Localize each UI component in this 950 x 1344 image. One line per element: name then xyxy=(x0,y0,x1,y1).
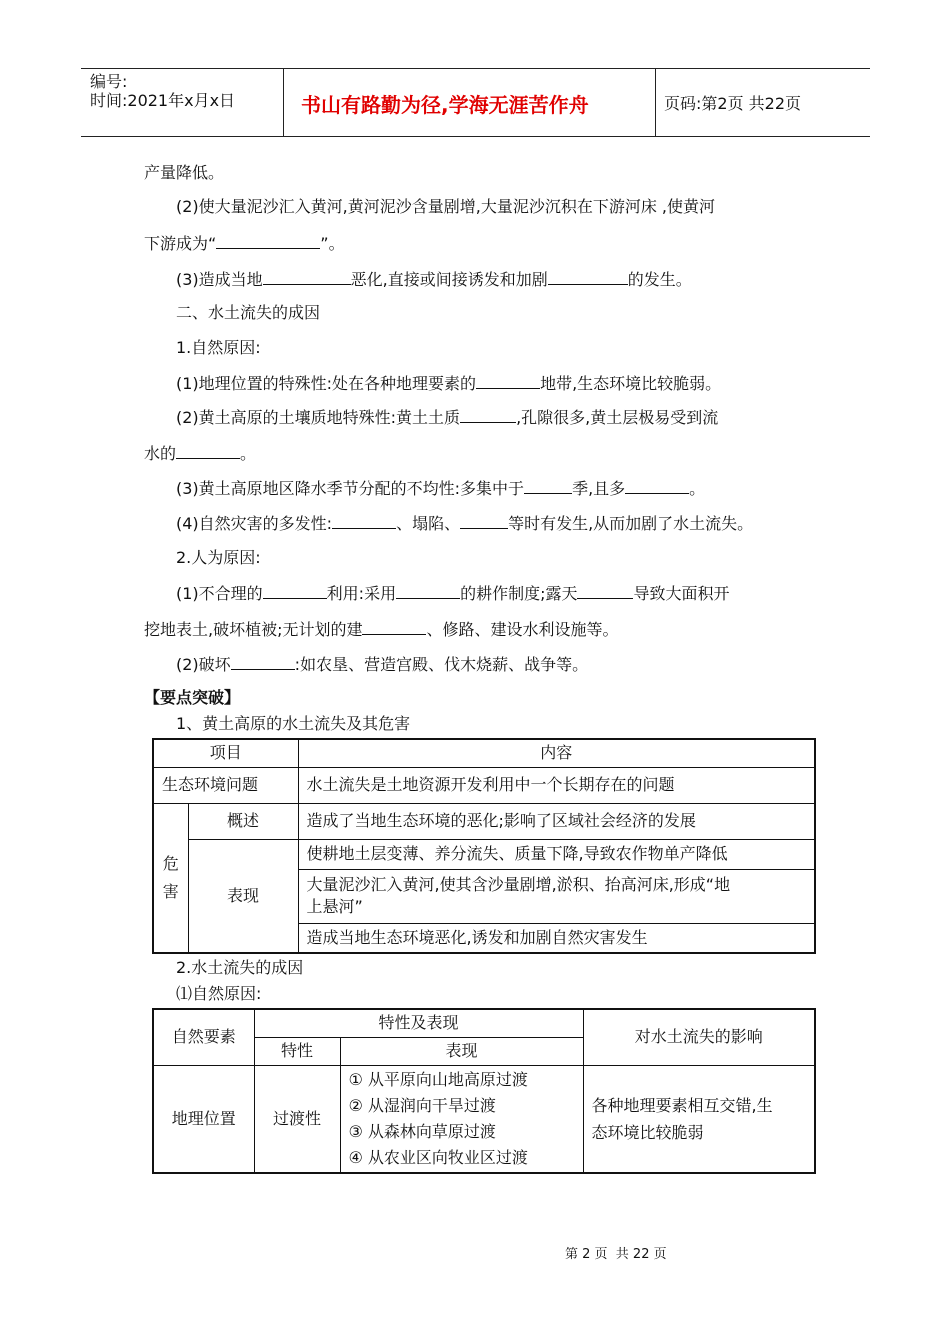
table-header-cell: 自然要素 xyxy=(153,1009,254,1065)
header-top-rule xyxy=(81,68,870,69)
text-segment: 。 xyxy=(240,444,257,463)
fill-blank[interactable] xyxy=(231,654,295,670)
paragraph-line xyxy=(176,513,753,534)
list-item: ④ 从农业区向牧业区过渡 xyxy=(348,1147,528,1167)
fill-blank[interactable] xyxy=(263,269,351,285)
paragraph-line xyxy=(176,269,692,290)
text-segment: 。 xyxy=(689,479,706,498)
text-segment: ”。 xyxy=(320,234,345,253)
table-cell xyxy=(298,869,815,923)
text-segment: 下游成为“ xyxy=(144,234,217,253)
table-cell-list xyxy=(340,1065,583,1173)
text-segment: (1)地理位置的特殊性:处在各种地理要素的 xyxy=(176,374,477,393)
paragraph-line xyxy=(176,478,705,499)
text-segment: (3)黄土高原地区降水季节分配的不均性:多集中于 xyxy=(176,479,525,498)
text-segment: 地带,生态环境比较脆弱。 xyxy=(540,374,722,393)
paragraph-line xyxy=(176,407,718,428)
hazards-table xyxy=(152,738,816,954)
paragraph-line xyxy=(144,443,256,464)
page-label: 页码:第2页 共22页 xyxy=(664,94,802,113)
text-segment: 的耕作制度;露天 xyxy=(460,584,578,603)
table-cell: 造成了当地生态环境的恶化;影响了区域社会经济的发展 xyxy=(298,803,815,839)
list-item: ① 从平原向山地高原过渡 xyxy=(348,1069,528,1089)
paragraph-line xyxy=(176,654,588,675)
cell-line: 大量泥沙汇入黄河,使其含沙量剧增,淤积、抬高河床,形成“地 xyxy=(306,875,731,894)
cell-line: 各种地理要素相互交错,生 xyxy=(591,1095,773,1115)
table-header-cell: 特性及表现 xyxy=(254,1009,583,1037)
table-cell: 地理位置 xyxy=(153,1065,254,1173)
text-segment: 季,且多 xyxy=(572,479,626,498)
paragraph-line xyxy=(176,373,721,394)
table2-caption: 2.水土流失的成因 xyxy=(176,958,304,977)
table-cell: 水土流失是土地资源开发利用中一个长期存在的问题 xyxy=(298,767,815,803)
fill-blank[interactable] xyxy=(332,513,396,529)
table-cell: 使耕地土层变薄、养分流失、质量下降,导致农作物单产降低 xyxy=(298,839,815,869)
serial-label: 编号: xyxy=(90,72,128,91)
table-header-cell: 项目 xyxy=(153,739,298,767)
text-segment: 的发生。 xyxy=(627,270,692,289)
causes-table xyxy=(152,1008,816,1174)
text-segment: 、修路、建设水利设施等。 xyxy=(426,620,619,639)
table1-caption: 1、黄土高原的水土流失及其危害 xyxy=(176,714,411,733)
text-segment: 等时有发生,从而加剧了水土流失。 xyxy=(508,514,754,533)
text-segment: :如农垦、营造宫殿、伐木烧薪、战争等。 xyxy=(294,655,589,674)
fill-blank[interactable] xyxy=(216,233,320,249)
fill-blank[interactable] xyxy=(548,269,628,285)
text-segment: (4)自然灾害的多发性: xyxy=(176,514,333,533)
fill-blank[interactable] xyxy=(176,443,240,459)
text-segment: ,孔隙很多,黄土层极易受到流 xyxy=(516,408,719,427)
paragraph-line: (2)使大量泥沙汇入黄河,黄河泥沙含量剧增,大量泥沙沉积在下游河床 ,使黄河 xyxy=(176,197,716,216)
table-cell xyxy=(583,1065,815,1173)
table-header-cell: 内容 xyxy=(298,739,815,767)
header-motto: 书山有路勤为径,学海无涯苦作舟 xyxy=(301,93,589,117)
subsection-heading: 2.人为原因: xyxy=(176,548,261,567)
table-header-cell: 特性 xyxy=(254,1037,340,1065)
paragraph-line xyxy=(144,233,345,254)
page-footer: 第 2 页 共 22 页 xyxy=(565,1247,667,1262)
table-cell: 生态环境问题 xyxy=(153,767,298,803)
table-cell: 过渡性 xyxy=(254,1065,340,1173)
fill-blank[interactable] xyxy=(362,619,426,635)
fill-blank[interactable] xyxy=(263,583,327,599)
fill-blank[interactable] xyxy=(625,478,689,494)
date-label: 时间:2021年x月x日 xyxy=(90,91,236,110)
fill-blank[interactable] xyxy=(577,583,633,599)
paragraph-line: 产量降低。 xyxy=(144,163,225,182)
table-header-cell: 对水土流失的影响 xyxy=(583,1009,815,1065)
cell-line: 态环境比较脆弱 xyxy=(591,1122,704,1142)
text-segment: (1)不合理的 xyxy=(176,584,263,603)
header-divider-right xyxy=(655,69,656,137)
subsection-heading: 1.自然原因: xyxy=(176,338,261,357)
fill-blank[interactable] xyxy=(524,478,572,494)
text-segment: (2)黄土高原的土壤质地特殊性:黄土土质 xyxy=(176,408,461,427)
text-segment: (2)破坏 xyxy=(176,655,231,674)
harm-char: 危 xyxy=(162,853,179,873)
cell-line: 上悬河” xyxy=(306,897,363,916)
table-cell: 表现 xyxy=(188,839,298,953)
fill-blank[interactable] xyxy=(460,407,516,423)
text-segment: 恶化,直接或间接诱发和加剧 xyxy=(350,270,548,289)
section-heading: 二、水土流失的成因 xyxy=(176,303,321,322)
text-segment: 导致大面积开 xyxy=(633,584,730,603)
text-segment: 挖地表土,破坏植被;无计划的建 xyxy=(144,620,363,639)
paragraph-line xyxy=(176,583,730,604)
table2-subcaption: ⑴自然原因: xyxy=(176,984,262,1003)
list-item: ③ 从森林向草原过渡 xyxy=(348,1121,496,1141)
fill-blank[interactable] xyxy=(476,373,540,389)
text-segment: 利用:采用 xyxy=(326,584,397,603)
text-segment: (3)造成当地 xyxy=(176,270,263,289)
paragraph-line xyxy=(144,619,619,640)
key-points-heading: 【要点突破】 xyxy=(144,688,241,707)
fill-blank[interactable] xyxy=(460,513,508,529)
fill-blank[interactable] xyxy=(396,583,460,599)
header-bottom-rule xyxy=(81,136,870,137)
list-item: ② 从湿润向干旱过渡 xyxy=(348,1095,496,1115)
harm-char: 害 xyxy=(162,881,179,901)
table-header-cell: 表现 xyxy=(340,1037,583,1065)
text-segment: 水的 xyxy=(144,444,177,463)
table-cell: 造成当地生态环境恶化,诱发和加剧自然灾害发生 xyxy=(298,923,815,953)
table-cell: 概述 xyxy=(188,803,298,839)
table-cell-harm xyxy=(153,803,188,953)
header-divider-left xyxy=(283,69,284,137)
text-segment: 、塌陷、 xyxy=(396,514,461,533)
